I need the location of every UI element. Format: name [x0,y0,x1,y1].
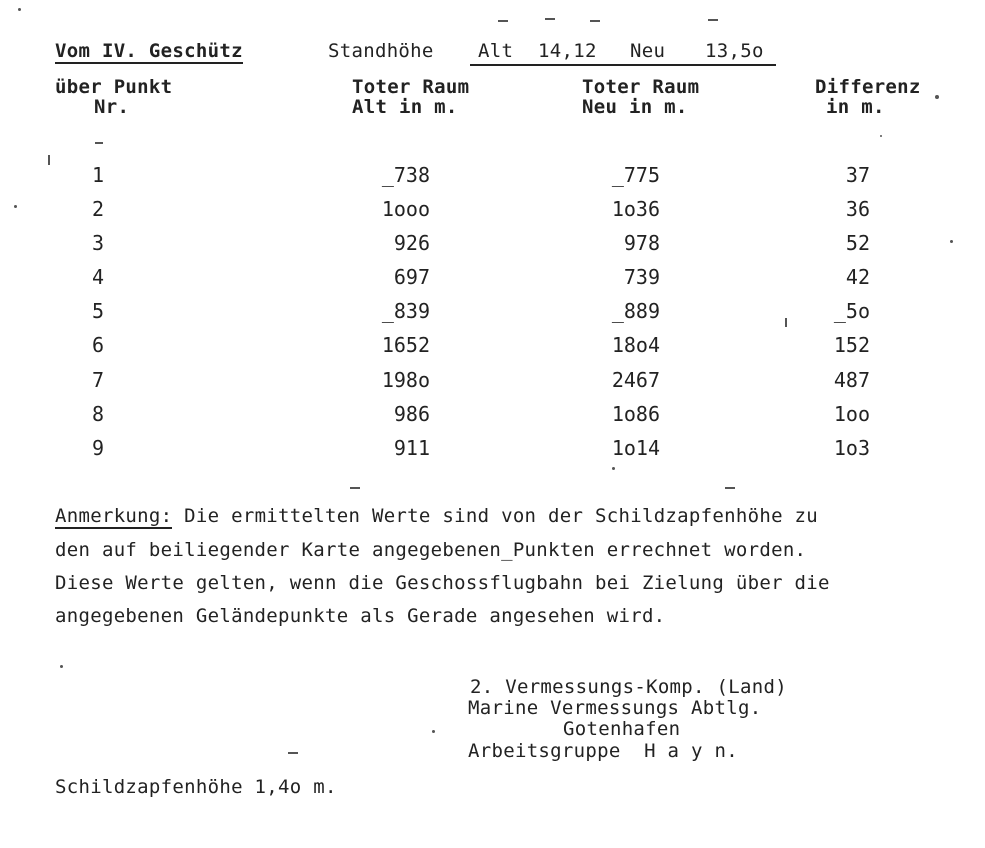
row-nr: 3 [92,231,105,255]
row-alt: 1ooo [381,197,430,221]
row-alt: 911 [393,436,430,460]
row-nr: 8 [92,402,105,426]
row-alt: 198o [381,368,430,392]
alt-value: 14,12 [538,40,597,62]
standhoehe-label: Standhöhe [328,40,434,62]
row-nr: 1 [92,163,105,187]
col-alt-header-2: Alt in m. [352,96,458,118]
row-diff: 42 [845,265,870,289]
row-alt: 986 [393,402,430,426]
col-diff-header-1: Differenz [815,76,921,98]
col-nr-header-1: über Punkt [55,76,173,98]
neu-value: 13,5o [705,40,764,62]
row-alt: 1652 [381,333,430,357]
row-neu: _889 [611,299,660,323]
row-neu: _775 [611,163,660,187]
row-diff: 37 [845,163,870,187]
row-diff: 152 [833,333,870,357]
header-underline [470,64,776,66]
signature-line-2: Marine Vermessungs Abtlg. [468,697,762,719]
row-alt: 926 [393,231,430,255]
row-diff: 1oo [833,402,870,426]
remark-line-1 [55,505,818,527]
row-nr: 9 [92,436,105,460]
row-diff: 487 [833,368,870,392]
col-neu-header-1: Toter Raum [582,76,700,98]
signature-line-4: Arbeitsgruppe H a y n. [468,740,738,762]
row-alt: _738 [381,163,430,187]
row-diff: 52 [845,231,870,255]
row-nr: 5 [92,299,105,323]
remark-line-1-text: Die ermittelten Werte sind von der Schildzapfenhöhe zu [172,505,819,527]
col-nr-header-2: Nr. [94,96,130,118]
row-neu: 1o86 [611,402,660,426]
footer-note: Schildzapfenhöhe 1,4o m. [55,776,337,798]
col-diff-header-2: in m. [826,96,885,118]
signature-line-3: Gotenhafen [563,718,681,740]
row-alt: 697 [393,265,430,289]
remark-line-2: den auf beiliegender Karte angegebenen_Punkten errechnet worden. [55,539,807,561]
row-diff: 36 [845,197,870,221]
row-nr: 7 [92,368,105,392]
row-neu: 18o4 [611,333,660,357]
row-diff: _5o [833,299,870,323]
col-alt-header-1: Toter Raum [352,76,470,98]
signature-line-1: 2. Vermessungs-Komp. (Land) [470,676,787,698]
alt-label: Alt [478,40,514,62]
row-neu: 2467 [611,368,660,392]
row-alt: _839 [381,299,430,323]
row-neu: 1o36 [611,197,660,221]
remark-line-3: Diese Werte gelten, wenn die Geschossflugbahn bei Zielung über die [55,572,830,594]
document-title: Vom IV. Geschütz [55,40,243,62]
row-diff: 1o3 [833,436,870,460]
row-neu: 1o14 [611,436,660,460]
col-neu-header-2: Neu in m. [582,96,688,118]
neu-label: Neu [630,40,666,62]
row-neu: 978 [623,231,660,255]
row-nr: 4 [92,265,105,289]
row-neu: 739 [623,265,660,289]
remark-line-4: angegebenen Geländepunkte als Gerade angesehen wird. [55,605,666,627]
row-nr: 6 [92,333,105,357]
row-nr: 2 [92,197,105,221]
remark-label: Anmerkung: [55,505,173,527]
